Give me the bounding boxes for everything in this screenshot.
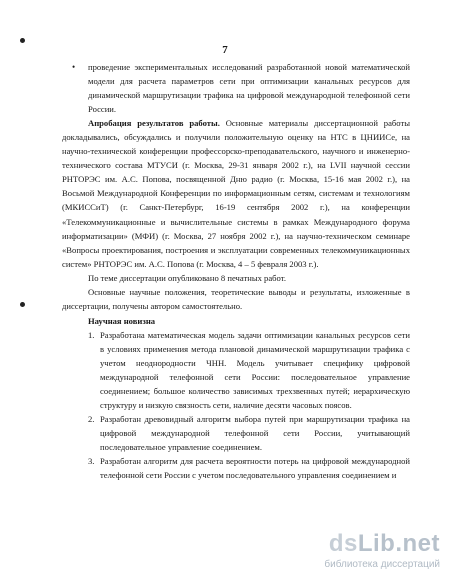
watermark-subtitle: библиотека диссертаций — [324, 559, 440, 570]
bullet-item — [62, 60, 410, 116]
watermark-logo: dsLib.net — [328, 530, 440, 557]
margin-punch-mark — [20, 38, 25, 43]
approbation-paragraph — [62, 116, 410, 271]
list-item — [62, 454, 410, 482]
novelty-heading: Научная новизна — [88, 315, 156, 326]
page-number: 7 — [222, 44, 228, 56]
approbation-label: Апробация результатов работы. — [88, 118, 220, 129]
publications-paragraph: По теме диссертации опубликовано 8 печатных работ. — [88, 272, 286, 283]
approbation-text: Основные материалы диссертационной работы докладывались, обсуждались и получили положительную оценку на НТС в ЦНИИСе, на научно-технической конференции профессорско-преподавательского, научного и инженерно-технического состава МТУСИ (г. Москва, 29-31 января 2002 г.), на LVII научной сессии РНТОРЭС им. А.С. Попова, посвященной Дню радио (г. Москва, 15-16 мая 2002 г.), на Восьмой Международной Конференции по информационным сетям, системам и технологиям (МКИССиТ) (г. Санкт-Петербург, 16-19 сентября 2002 г.), на конференции «Телекоммуникационные и вычислительные системы в рамках Международного форума информатизации» (МФИ) (г. Москва, 27 ноября 2002 г.), на научно-техническом семинаре «Вопросы проектирования, построения и эксплуатации современных телекоммуникационных систем» РНТОРЭС им. А.С. Попова (г. Москва, 4 – 5 февраля 2003 г.). — [62, 118, 410, 269]
bullet-text: проведение экспериментальных исследований разработанной новой математической модели для расчета параметров сети при оптимизации канальных ресурсов для динамической маршрутизации трафика на цифровой международной телефонной сети России. — [88, 62, 410, 115]
list-item-text: Разработан алгоритм для расчета вероятности потерь на цифровой международной телефонной сети России с учетом последовательного управления соединением и — [100, 456, 410, 481]
list-item — [62, 412, 410, 454]
list-item-number: 1. — [88, 329, 95, 340]
watermark — [290, 531, 440, 570]
margin-punch-mark — [20, 302, 25, 307]
list-item-text: Разработана математическая модель задачи оптимизации канальных ресурсов сети в условиях применения метода плановой динамической маршрутизации трафика с учетом неоднородности ЧНН. Модель учитывает специфику цифровой международной телефонной сети России: последовательное управление соединением; большое количество зависимых трехзвенных путей; иерархическую структуру и низкую связность сети, наличие десяти часовых поясов. — [100, 329, 410, 411]
list-item-number: 2. — [88, 414, 95, 425]
bullet-symbol: • — [72, 62, 76, 72]
page-body — [62, 60, 410, 482]
novelty-list — [62, 328, 410, 483]
list-item-text: Разработан древовидный алгоритм выбора путей при маршрутизации трафика на цифровой международной телефонной сети России, учитывающий последовательное управление соединением. — [100, 414, 410, 453]
results-paragraph: Основные научные положения, теоретические выводы и результаты, изложенные в диссертации, получены автором самостоятельно. — [62, 286, 410, 311]
list-item — [62, 328, 410, 412]
list-item-number: 3. — [88, 456, 95, 467]
